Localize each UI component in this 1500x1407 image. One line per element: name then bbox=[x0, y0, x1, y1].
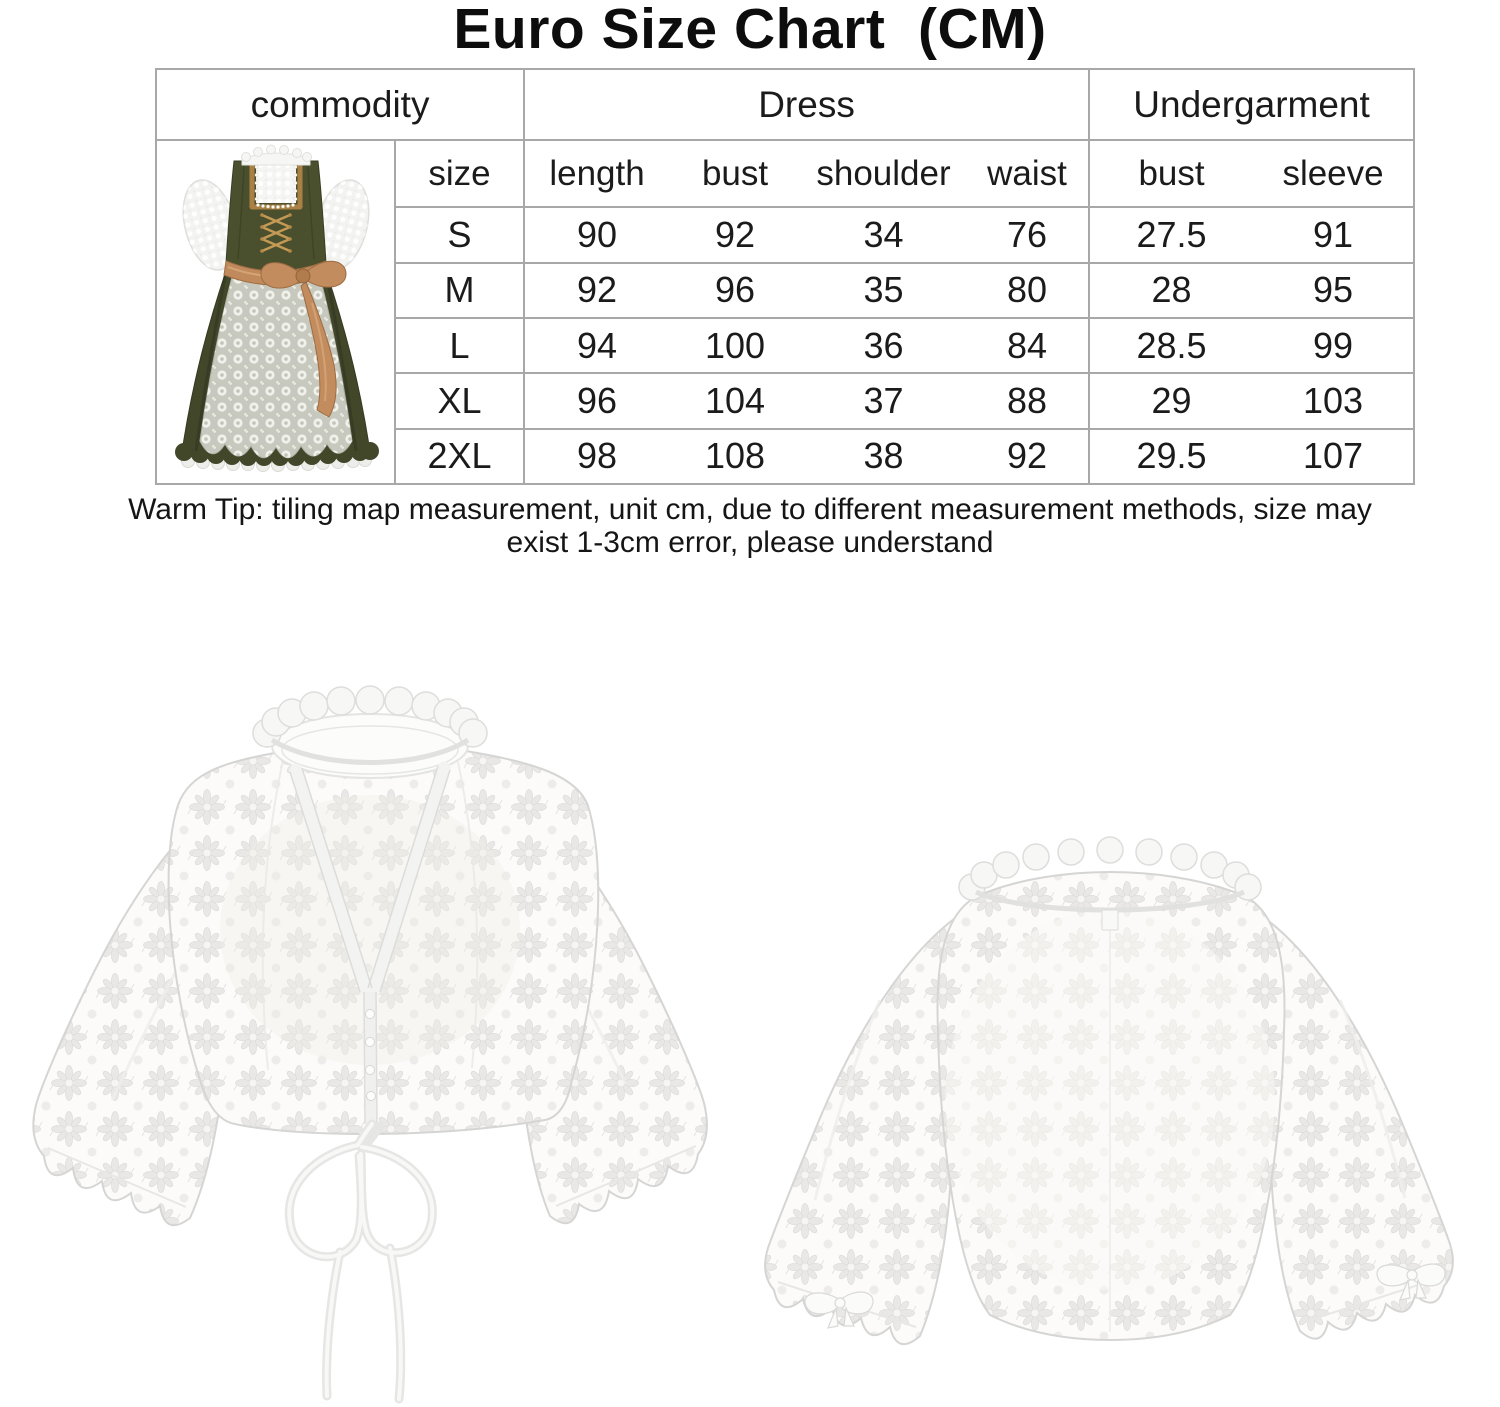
size-label-cell: L bbox=[395, 318, 524, 373]
front-button-placket bbox=[364, 992, 377, 1124]
size-value-cell: 92 bbox=[524, 263, 669, 318]
size-value-cell: 108 bbox=[669, 429, 801, 484]
size-label-cell: XL bbox=[395, 373, 524, 428]
front-ribbon-tie bbox=[289, 1124, 432, 1399]
size-value-cell: 92 bbox=[669, 207, 801, 262]
warm-tip-line-1: Warm Tip: tiling map measurement, unit cm, due to different measurement methods, size may bbox=[128, 493, 1372, 526]
product-photos bbox=[0, 600, 1500, 1407]
warm-tip-line-2: exist 1-3cm error, please understand bbox=[506, 526, 994, 559]
size-value-cell: 37 bbox=[801, 373, 966, 428]
column-header-shoulder: shoulder bbox=[801, 140, 966, 207]
lace-blouse-front-photo bbox=[33, 686, 707, 1399]
size-chart-table bbox=[155, 68, 1415, 485]
size-value-cell: 38 bbox=[801, 429, 966, 484]
size-value-cell: 76 bbox=[966, 207, 1089, 262]
size-label-cell: S bbox=[395, 207, 524, 262]
table-header-row-sections bbox=[156, 69, 1414, 140]
size-value-cell: 34 bbox=[801, 207, 966, 262]
size-value-cell: 96 bbox=[524, 373, 669, 428]
size-value-cell: 107 bbox=[1253, 429, 1414, 484]
size-value-cell: 28.5 bbox=[1089, 318, 1253, 373]
size-value-cell: 96 bbox=[669, 263, 801, 318]
size-value-cell: 29.5 bbox=[1089, 429, 1253, 484]
size-value-cell: 35 bbox=[801, 263, 966, 318]
size-value-cell: 92 bbox=[966, 429, 1089, 484]
size-value-cell: 28 bbox=[1089, 263, 1253, 318]
lace-blouse-back-photo bbox=[765, 837, 1453, 1344]
size-value-cell: 90 bbox=[524, 207, 669, 262]
size-value-cell: 99 bbox=[1253, 318, 1414, 373]
back-care-tag bbox=[1102, 910, 1118, 930]
dress-neck-lace bbox=[241, 145, 311, 165]
column-header-length: length bbox=[524, 140, 669, 207]
size-value-cell: 100 bbox=[669, 318, 801, 373]
size-value-cell: 104 bbox=[669, 373, 801, 428]
size-value-cell: 95 bbox=[1253, 263, 1414, 318]
commodity-header-cell: commodity bbox=[156, 69, 524, 140]
size-value-cell: 91 bbox=[1253, 207, 1414, 262]
size-value-cell: 103 bbox=[1253, 373, 1414, 428]
size-label-cell: 2XL bbox=[395, 429, 524, 484]
column-header-under-sleeve: sleeve bbox=[1253, 140, 1414, 207]
table-header-row-columns bbox=[156, 140, 1414, 207]
size-value-cell: 27.5 bbox=[1089, 207, 1253, 262]
commodity-photo-cell bbox=[156, 140, 395, 484]
size-value-cell: 84 bbox=[966, 318, 1089, 373]
size-value-cell: 29 bbox=[1089, 373, 1253, 428]
size-value-cell: 88 bbox=[966, 373, 1089, 428]
column-header-waist: waist bbox=[966, 140, 1089, 207]
size-value-cell: 94 bbox=[524, 318, 669, 373]
dress-skirt bbox=[175, 271, 379, 472]
dirndl-dress-photo bbox=[163, 143, 389, 483]
undergarment-section-header: Undergarment bbox=[1089, 69, 1414, 140]
warm-tip-note bbox=[0, 493, 1500, 559]
page-title: Euro Size Chart (CM) bbox=[453, 0, 1047, 61]
column-header-bust: bust bbox=[669, 140, 801, 207]
size-value-cell: 98 bbox=[524, 429, 669, 484]
dress-section-header: Dress bbox=[524, 69, 1089, 140]
size-label-cell: M bbox=[395, 263, 524, 318]
size-column-header: size bbox=[395, 140, 524, 207]
size-value-cell: 36 bbox=[801, 318, 966, 373]
dress-bodice bbox=[226, 159, 326, 273]
column-header-under-bust: bust bbox=[1089, 140, 1253, 207]
size-value-cell: 80 bbox=[966, 263, 1089, 318]
